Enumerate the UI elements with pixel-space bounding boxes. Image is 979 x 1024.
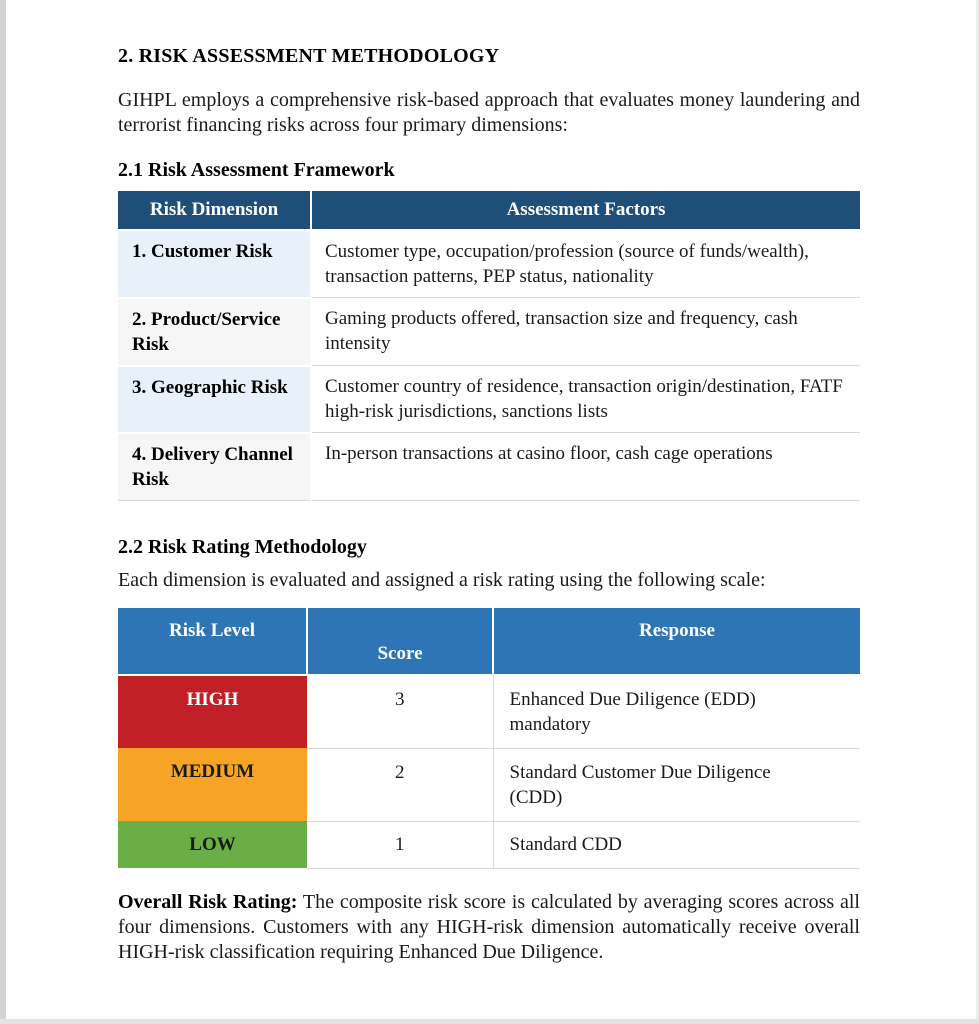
risk-rating-table (118, 608, 860, 869)
risk-dimension-cell: 3. Geographic Risk (118, 366, 311, 433)
document-page (118, 0, 860, 965)
risk-level-cell-high: HIGH (118, 675, 307, 749)
column-header-risk-dimension: Risk Dimension (118, 191, 311, 230)
framework-table-header-row (118, 191, 860, 230)
overall-risk-rating-label: Overall Risk Rating: (118, 890, 298, 913)
column-header-assessment-factors: Assessment Factors (311, 191, 860, 230)
risk-dimension-cell: 2. Product/Service Risk (118, 298, 311, 366)
section-heading-methodology: 2. RISK ASSESSMENT METHODOLOGY (118, 45, 500, 67)
table-row-high (118, 675, 860, 749)
table-row (118, 298, 860, 366)
score-cell: 2 (307, 748, 493, 821)
page-edge-left (0, 0, 6, 1024)
column-header-response: Response (493, 608, 860, 675)
table-row (118, 433, 860, 501)
assessment-factors-cell: Gaming products offered, transaction size and frequency, cash intensity (311, 298, 860, 366)
risk-framework-table (118, 191, 860, 501)
rating-intro-paragraph: Each dimension is evaluated and assigned a risk rating using the following scale: (118, 568, 766, 591)
risk-dimension-cell: 4. Delivery Channel Risk (118, 433, 311, 501)
assessment-factors-cell: Customer type, occupation/profession (source of funds/wealth), transaction patterns, PEP status, nationality (311, 230, 860, 298)
overall-risk-rating-text: The composite risk score is calculated by averaging scores across all four dimensions. Customers with any HIGH-risk dimension automatically receive overall HIGH-risk classification requiring Enhanced Due Diligence. (118, 890, 860, 963)
column-header-risk-level: Risk Level (118, 608, 307, 675)
rating-table-header-row (118, 608, 860, 675)
risk-level-cell-medium: MEDIUM (118, 748, 307, 821)
response-cell: Standard Customer Due Diligence (CDD) (493, 748, 860, 821)
assessment-factors-cell: Customer country of residence, transaction origin/destination, FATF high-risk jurisdictions, sanctions lists (311, 366, 860, 433)
table-row (118, 230, 860, 298)
column-header-score: Score (307, 608, 493, 675)
assessment-factors-cell: In-person transactions at casino floor, cash cage operations (311, 433, 860, 501)
risk-dimension-cell: 1. Customer Risk (118, 230, 311, 298)
overall-risk-rating-paragraph (118, 890, 860, 965)
score-cell: 3 (307, 675, 493, 749)
response-cell: Enhanced Due Diligence (EDD) mandatory (493, 675, 860, 749)
response-cell: Standard CDD (493, 821, 860, 868)
table-row-low (118, 821, 860, 868)
table-row (118, 366, 860, 433)
intro-paragraph: GIHPL employs a comprehensive risk-based approach that evaluates money laundering and terrorist financing risks across four primary dimensions: (118, 89, 860, 136)
subsection-title-rating: 2.2 Risk Rating Methodology (118, 535, 367, 558)
table-row-medium (118, 748, 860, 821)
subsection-title-framework: 2.1 Risk Assessment Framework (118, 159, 395, 181)
score-cell: 1 (307, 821, 493, 868)
risk-level-cell-low: LOW (118, 821, 307, 868)
page-edge-bottom (0, 1019, 979, 1024)
